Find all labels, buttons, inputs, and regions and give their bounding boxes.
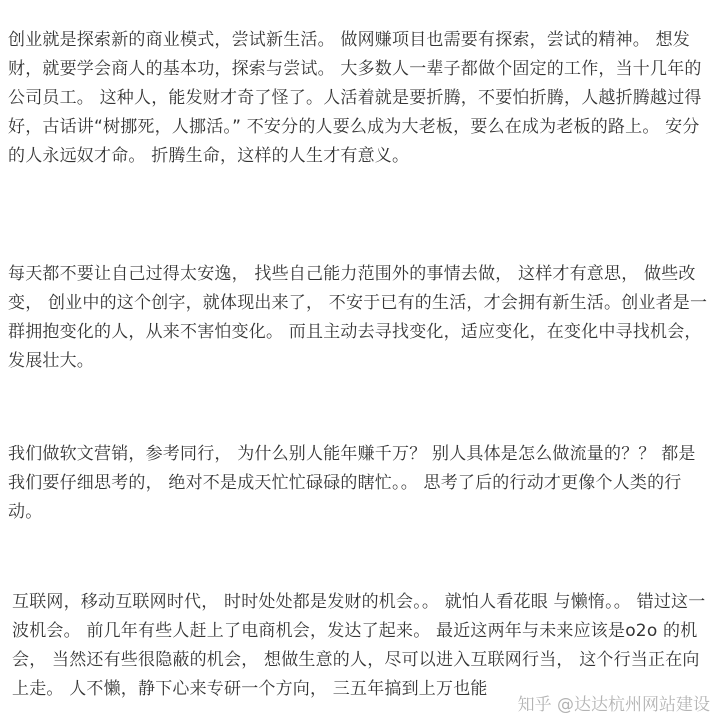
paragraph-4: 互联网，移动互联网时代， 时时处处都是发财的机会。。 就怕人看花眼 与懒惰。。 错过这一波机会。 前几年有些人赶上了电商机会，发达了起来。 最近这两年与未来应该是o2o 的机会， 当然还有些很隐蔽的机会， 想做生意的人，尽可以进入互联网行当， 这个行当正在向上走。 人不懒，静下心来专研一个方向， 三五年搞到上万也能 bbox=[12, 592, 706, 699]
paragraph-1: 创业就是探索新的商业模式，尝试新生活。 做网赚项目也需要有探索，尝试的精神。 想发财，就要学会商人的基本功，探索与尝试。 大多数人一辈子都做个固定的工作，当十几年的公司员工。 这种人，能发财才奇了怪了。人活着就是要折腾，不要怕折腾，人越折腾越过得好，古话讲“树挪死，人挪活。” 不安分的人要么成为大老板，要么在成为老板的路上。 安分的人永远奴才命。 折腾生命，这样的人生才有意义。 bbox=[8, 30, 702, 166]
paragraph-2: 每天都不要让自己过得太安逸， 找些自己能力范围外的事情去做， 这样才有意思， 做些改变， 创业中的这个创字，就体现出来了， 不安于已有的生活，才会拥有新生活。创业者是一群拥抱变化的人，从来不害怕变化。 而且主动去寻找变化，适应变化，在变化中寻找机会，发展壮大。 bbox=[8, 264, 708, 371]
paragraph-3: 我们做软文营销，参考同行， 为什么别人能年赚千万？ 别人具体是怎么做流量的？？ 都是我们要仔细思考的， 绝对不是成天忙忙碌碌的瞎忙。。 思考了后的行动才更像个人类的行动。 bbox=[8, 444, 696, 522]
watermark: 知乎 @达达杭州网站建设 bbox=[518, 690, 710, 715]
